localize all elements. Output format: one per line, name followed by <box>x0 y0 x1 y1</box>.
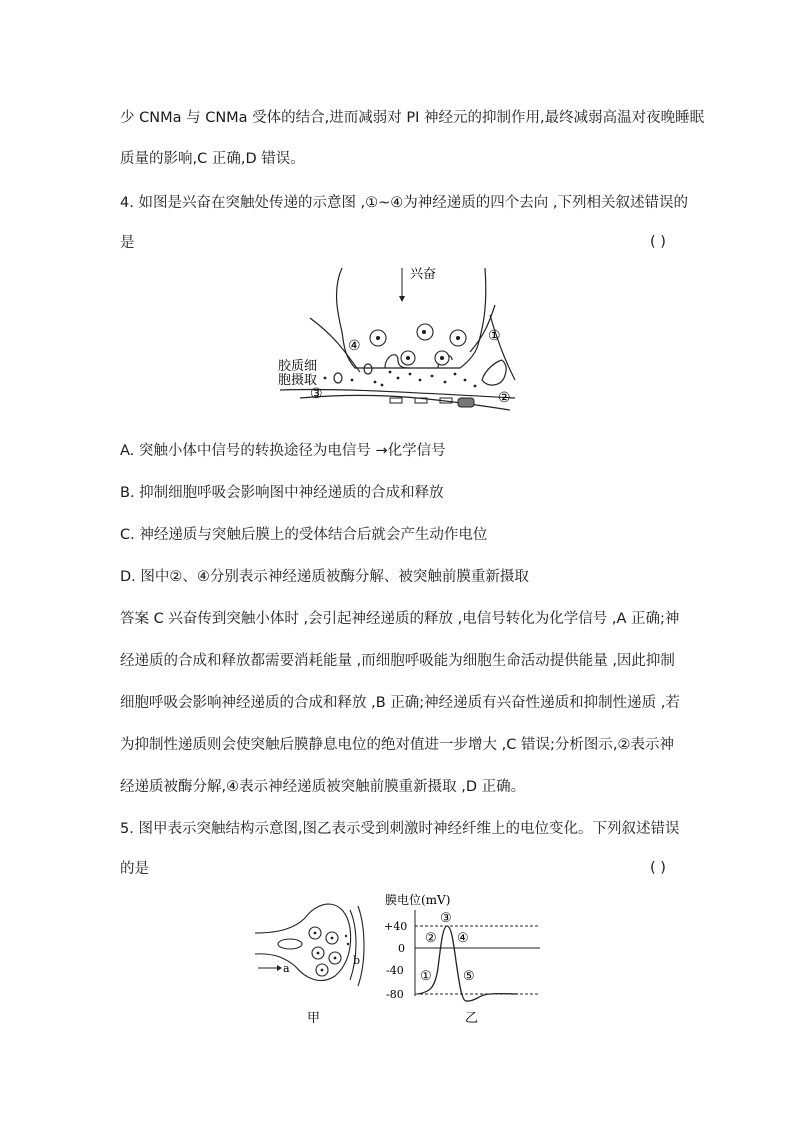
marker-2: ② <box>425 931 437 946</box>
marker-2: ② <box>498 390 511 406</box>
option-c: C. 神经递质与突触后膜上的受体结合后就会产生动作电位 <box>120 527 488 543</box>
figure-jia-yi <box>250 888 550 1028</box>
marker-3: ③ <box>310 386 323 402</box>
caption-yi: 乙 <box>465 1011 479 1026</box>
label-excite: 兴奋 <box>410 267 437 282</box>
tick-m40: -40 <box>386 964 404 977</box>
answer-line: 细胞呼吸会影响神经递质的合成和释放 ,B 正确;神经递质有兴奋性递质和抑制性递质 ,若 <box>120 695 680 711</box>
answer-line: 经递质被酶分解,④表示神经递质被突触前膜重新摄取 ,D 正确。 <box>120 779 526 795</box>
tick-p40: +40 <box>384 920 408 933</box>
marker-1: ① <box>420 969 432 984</box>
question-4-stem: 4. 如图是兴奋在突触处传递的示意图 ,①~④为神经递质的四个去向 ,下列相关叙述错误的 <box>120 195 689 211</box>
question-5-stem-end: 的是 <box>120 861 149 877</box>
label-glia-2: 胞摄取 <box>278 373 318 388</box>
synapse-diagram <box>270 260 530 420</box>
label-a: a <box>283 962 290 975</box>
label-b: b <box>353 954 361 967</box>
answer-paren-4: ( ) <box>650 234 666 250</box>
marker-4: ④ <box>457 931 469 946</box>
text-line: 少 CNMa 与 CNMa 受体的结合,进而减弱对 PI 神经元的抑制作用,最终减弱高温对夜晚睡眠 <box>120 110 705 126</box>
answer-line: 经递质的合成和释放都需要消耗能量 ,而细胞呼吸能为细胞生命活动提供能量 ,因此抑制 <box>120 653 675 669</box>
tick-0: 0 <box>398 942 405 955</box>
answer-line: 为抑制性递质则会使突触后膜静息电位的绝对值进一步增大 ,C 错误;分析图示,②表示神 <box>120 737 674 753</box>
answer-line: 答案 C 兴奋传到突触小体时 ,会引起神经递质的释放 ,电信号转化为化学信号 ,A 正确;神 <box>120 611 680 627</box>
option-b: B. 抑制细胞呼吸会影响图中神经递质的合成和释放 <box>120 485 444 501</box>
answer-paren-5: ( ) <box>650 860 666 876</box>
marker-5: ⑤ <box>463 969 475 984</box>
caption-jia: 甲 <box>307 1011 321 1026</box>
y-axis-label: 膜电位(mV) <box>385 893 451 907</box>
option-d: D. 图中②、④分别表示神经递质被酶分解、被突触前膜重新摄取 <box>120 569 529 585</box>
marker-4: ④ <box>348 338 361 354</box>
question-4-stem-end: 是 <box>120 235 135 251</box>
marker-3: ③ <box>440 911 452 926</box>
option-a: A. 突触小体中信号的转换途径为电信号 →化学信号 <box>120 443 446 459</box>
tick-m80: -80 <box>386 988 404 1001</box>
label-glia-1: 胶质细 <box>278 359 318 374</box>
question-5-stem: 5. 图甲表示突触结构示意图,图乙表示受到刺激时神经纤维上的电位变化。下列叙述错误 <box>120 821 680 837</box>
text-line: 质量的影响,C 正确,D 错误。 <box>120 151 305 167</box>
marker-1: ① <box>488 328 501 344</box>
